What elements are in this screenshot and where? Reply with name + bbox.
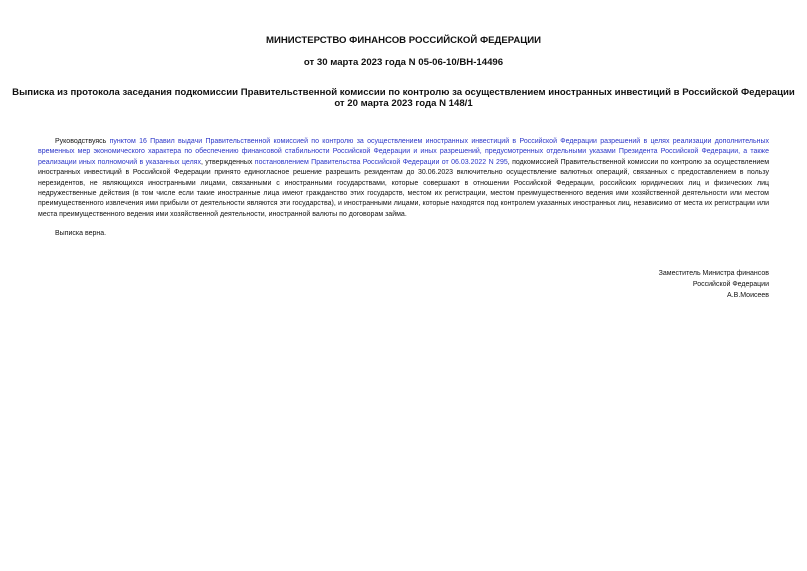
signatory-position-line-1: Заместитель Министра финансов bbox=[658, 270, 769, 277]
signatory-name: А.В.Моисеев bbox=[727, 292, 769, 299]
subject-line-1: Выписка из протокола заседания подкомиссии Правительственной комиссии по контролю за осуществлением иностранных инвестиций в Российской Федерации bbox=[12, 87, 795, 98]
rules-link[interactable]: пунктом 16 Правил выдачи Правительственной комиссией по контролю за осуществлением иностранных инвестиций в Российской Федерации разрешений в целях реализации дополнительных временных мер экономического характера по обеспечению финансовой стабильности Российской Федерации и иных разрешений, предусмотренных отдельными указами Президента Российской Федерации, а также реализации иных полномочий в указанных целях bbox=[38, 138, 769, 166]
resolution-link[interactable]: постановлением Правительства Российской Федерации от 06.03.2022 N 295 bbox=[254, 158, 508, 166]
signature-block bbox=[659, 268, 769, 301]
main-paragraph bbox=[38, 137, 769, 220]
subject-line-2: от 20 марта 2023 года N 148/1 bbox=[334, 98, 473, 109]
paragraph-middle: , утвержденных bbox=[200, 158, 255, 166]
signatory-position-line-2: Российской Федерации bbox=[692, 281, 769, 288]
letter-reference: от 30 марта 2023 года N 05-06-10/ВН-14496 bbox=[303, 57, 504, 68]
extract-verified-note: Выписка верна. bbox=[55, 230, 107, 237]
paragraph-intro: Руководствуясь bbox=[55, 138, 110, 145]
ministry-title: МИНИСТЕРСТВО ФИНАНСОВ РОССИЙСКОЙ ФЕДЕРАЦИИ bbox=[265, 35, 542, 46]
paragraph-decision: , подкомиссией Правительственной комиссии по контролю за осуществлением иностранных инвестиций в Российской Федерации принято единогласное решение разрешить резидентам до 30.06.2023 включительно осуществление валютных операций, связанных с предоставлением в пользу нерезидентов, не являющихся иностранными лицами, связанными с иностранными государствами, которые совершают в отношении Российской Федерации, российских юридических лиц и физических лиц недружественные действия (в том числе если такие иностранные лица имеют гражданство этих государств, местом их регистрации, местом преимущественного ведения ими хозяйственной деятельности или местом преимущественного извлечения ими прибыли от деятельности являются эти государства), и иностранными лицами, которые находятся под контролем указанных иностранных лиц, независимо от места их регистрации или места преимущественного ведения ими хозяйственной деятельности, иностранной валюты по договорам займа. bbox=[38, 158, 770, 218]
